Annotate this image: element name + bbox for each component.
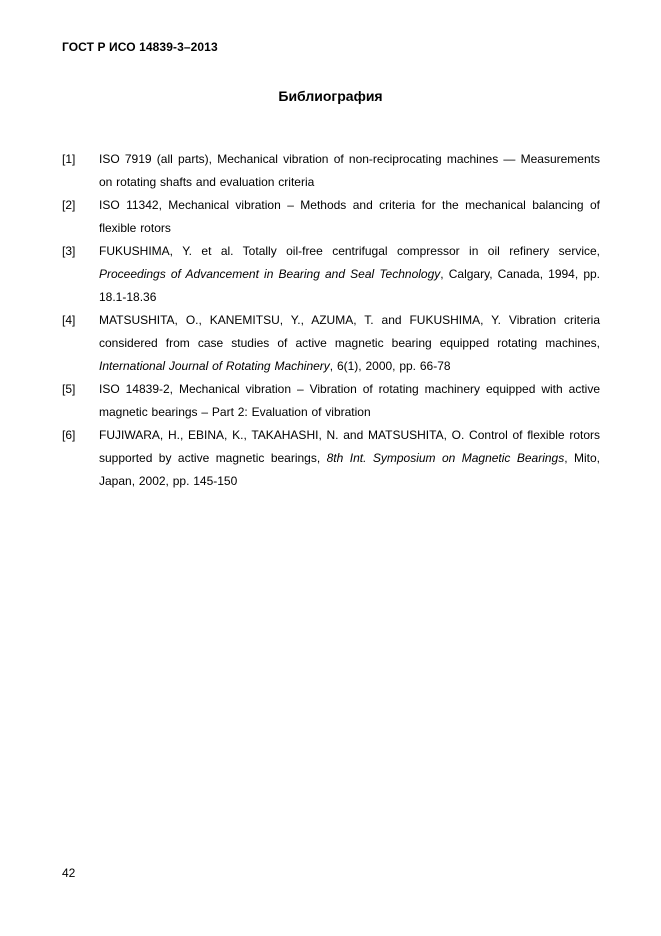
reference-text-part: FUKUSHIMA, Y. et al. Totally oil-free centrifugal compressor in oil refinery service, xyxy=(99,244,600,258)
reference-text-part: FUJIWARA, H., EBINA, K., TAKAHASHI, N. and MATSUSHITA, O. Control of flexible rotors supported by active magnetic bearings, xyxy=(99,428,600,465)
reference-item xyxy=(62,309,600,378)
reference-number: [4] xyxy=(62,313,76,327)
reference-text xyxy=(99,378,600,424)
reference-number: [1] xyxy=(62,152,76,166)
reference-title-italic: Proceedings of Advancement in Bearing and Seal Technology xyxy=(99,267,441,281)
bibliography-list xyxy=(62,148,600,493)
reference-item xyxy=(62,240,600,309)
page-number: 42 xyxy=(62,866,76,880)
page-title: Библиография xyxy=(278,88,383,104)
reference-text xyxy=(99,424,600,493)
reference-text-part: , 6(1), 2000, pp. 66-78 xyxy=(329,359,451,373)
reference-number: [2] xyxy=(62,198,76,212)
document-code: ГОСТ Р ИСО 14839-3–2013 xyxy=(62,40,218,54)
reference-text-part: MATSUSHITA, O., KANEMITSU, Y., AZUMA, T. and FUKUSHIMA, Y. Vibration criteria considered from case studies of active magnetic bearing equipped rotating machines, xyxy=(99,313,600,350)
reference-text xyxy=(99,309,600,378)
reference-text-part: ISO 7919 (all parts), Mechanical vibration of non-reciprocating machines — Measurements on rotating shafts and evaluation criteria xyxy=(99,152,600,189)
reference-number: [5] xyxy=(62,382,76,396)
reference-text xyxy=(99,148,600,194)
reference-title-italic: 8th Int. Symposium on Magnetic Bearings xyxy=(326,451,565,465)
reference-item xyxy=(62,148,600,194)
reference-text-part: , Mito, Japan, 2002, pp. 145-150 xyxy=(99,451,601,488)
reference-item xyxy=(62,424,600,493)
reference-item xyxy=(62,194,600,240)
reference-text-part: , Calgary, Canada, 1994, pp. 18.1-18.36 xyxy=(99,267,601,304)
reference-text xyxy=(99,240,600,309)
reference-text-part: ISO 14839-2, Mechanical vibration – Vibration of rotating machinery equipped with active magnetic bearings – Part 2: Evaluation of vibration xyxy=(99,382,600,419)
reference-title-italic: International Journal of Rotating Machinery xyxy=(99,359,330,373)
reference-text-part: ISO 11342, Mechanical vibration – Methods and criteria for the mechanical balancing of flexible rotors xyxy=(99,198,600,235)
reference-item xyxy=(62,378,600,424)
reference-number: [3] xyxy=(62,244,76,258)
reference-number: [6] xyxy=(62,428,76,442)
reference-text xyxy=(99,194,600,240)
